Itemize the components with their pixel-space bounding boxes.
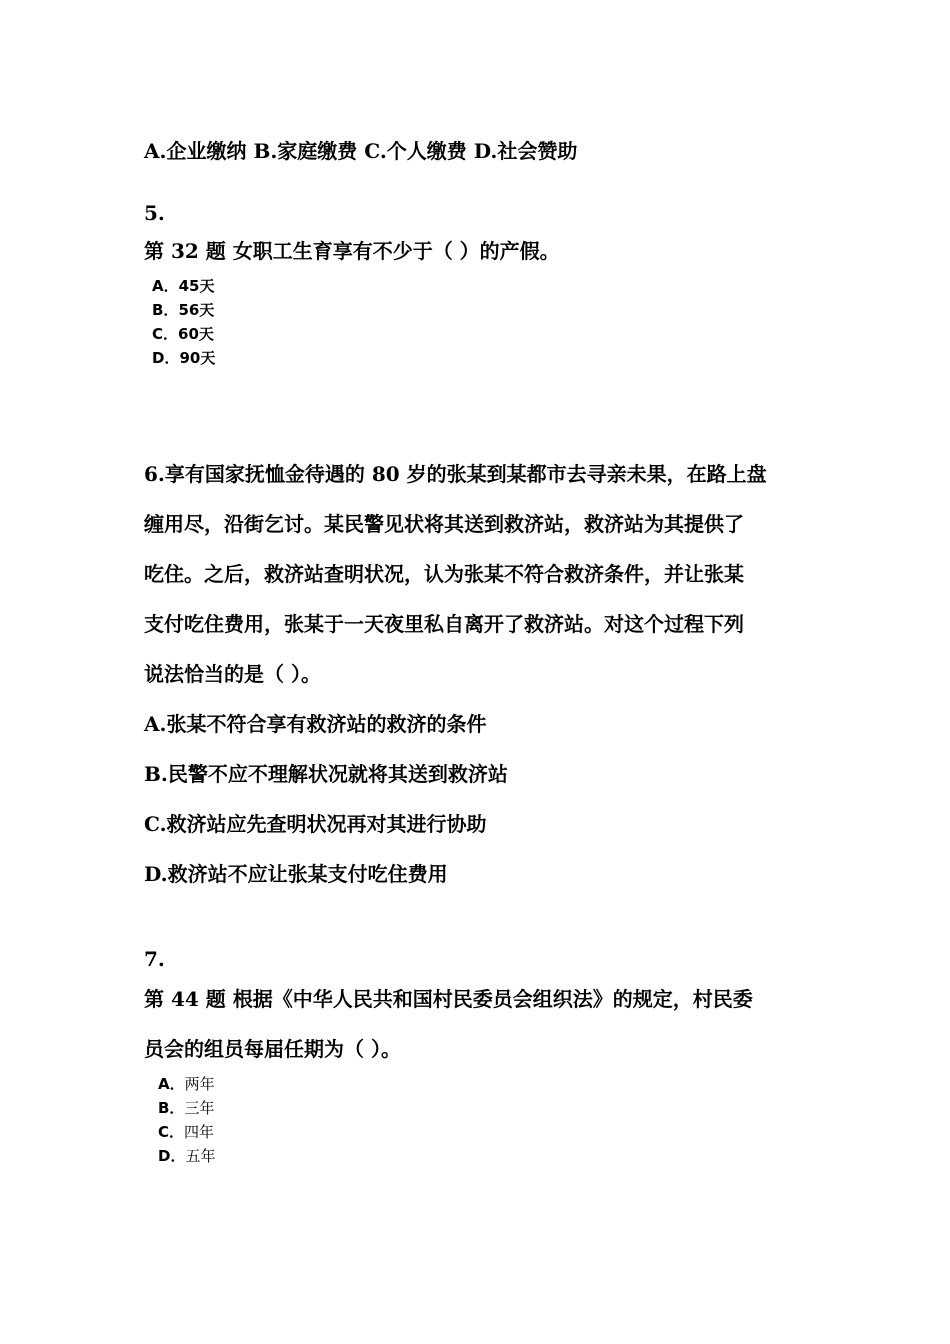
q5-option-a-letter: A． — [152, 277, 179, 295]
q6-option-d: D.救济站不应让张某支付吃住费用 — [144, 862, 448, 886]
q5-option-b — [152, 300, 214, 320]
q7-option-a-text: 两年 — [184, 1075, 215, 1093]
q5-option-d-letter: D． — [152, 349, 180, 367]
q7-number: 7. — [144, 947, 165, 971]
q7-option-b-text: 三年 — [184, 1099, 215, 1117]
q7-stem-line-2: 员会的组员每届任期为（ ）。 — [144, 1037, 401, 1061]
q7-option-b — [158, 1098, 214, 1118]
q7-option-c — [158, 1122, 214, 1142]
q5-option-c — [152, 324, 214, 344]
q5-option-d-text: 90天 — [179, 349, 216, 367]
q5-option-d — [152, 348, 215, 368]
q6-stem-line-1: 6.享有国家抚恤金待遇的 80 岁的张某到某都市去寻亲未果，在路上盘 — [144, 462, 767, 486]
q4-options-line: A.企业缴纳 B.家庭缴费 C.个人缴费 D.社会赞助 — [144, 139, 578, 163]
q7-stem-line-1: 第 44 题 根据《中华人民共和国村民委员会组织法》的规定，村民委 — [144, 987, 753, 1011]
q5-option-b-letter: B． — [152, 301, 179, 319]
q7-option-c-letter: C． — [158, 1123, 185, 1141]
q5-option-a — [152, 276, 214, 296]
q6-stem-line-4: 支付吃住费用，张某于一天夜里私自离开了救济站。对这个过程下列 — [144, 612, 744, 636]
q7-option-c-text: 四年 — [184, 1123, 215, 1141]
q7-option-a — [158, 1074, 215, 1094]
q6-stem-line-3: 吃住。之后，救济站查明状况，认为张某不符合救济条件，并让张某 — [144, 562, 744, 586]
q6-option-c: C.救济站应先查明状况再对其进行协助 — [144, 812, 487, 836]
q6-option-b: B.民警不应不理解状况就将其送到救济站 — [144, 762, 508, 786]
q7-option-d-letter: D． — [158, 1147, 186, 1165]
q7-option-d-text: 五年 — [185, 1147, 216, 1165]
q5-stem: 第 32 题 女职工生育享有不少于（ ）的产假。 — [144, 239, 560, 263]
q6-option-a: A.张某不符合享有救济站的救济的条件 — [144, 712, 487, 736]
q7-option-d — [158, 1146, 215, 1166]
q6-stem-line-2: 缠用尽，沿街乞讨。某民警见状将其送到救济站，救济站为其提供了 — [144, 512, 744, 536]
q6-stem-line-5: 说法恰当的是（ ）。 — [144, 662, 321, 686]
q7-option-b-letter: B． — [158, 1099, 185, 1117]
q5-number: 5. — [144, 201, 165, 225]
q5-option-c-text: 60天 — [178, 325, 214, 343]
q5-option-b-text: 56天 — [178, 301, 215, 319]
q7-option-a-letter: A． — [158, 1075, 185, 1093]
q5-option-a-text: 45天 — [178, 277, 215, 295]
q5-option-c-letter: C． — [152, 325, 179, 343]
